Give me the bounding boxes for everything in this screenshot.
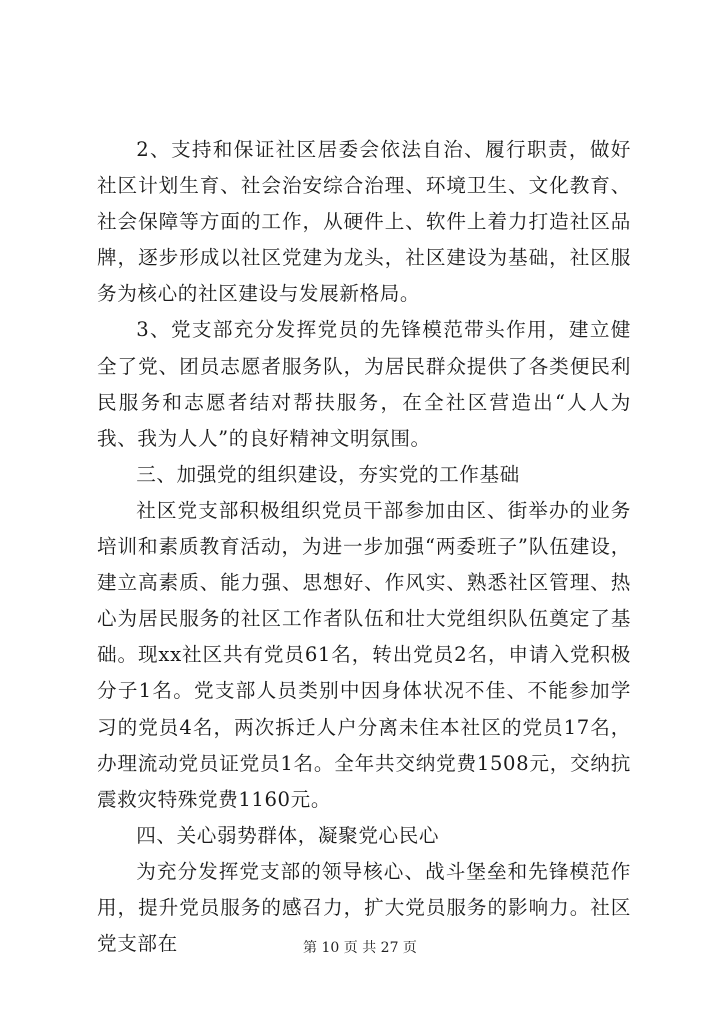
paragraph-party-branch-volunteers: 3、党支部充分发挥党员的先锋模范带头作用，建立健全了党、团员志愿者服务队，为居民群众提供了各类便民利民服务和志愿者结对帮扶服务，在全社区营造出“人人为我、我为人人”的良好精神文明氛围。 bbox=[97, 318, 631, 450]
document-body bbox=[97, 132, 631, 962]
paragraph-support-residents-committee: 2、支持和保证社区居委会依法自治、履行职责，做好社区计划生育、社会治安综合治理、环境卫生、文化教育、社会保障等方面的工作，从硬件上、软件上着力打造社区品牌，逐步形成以社区党建为龙头，社区建设为基础，社区服务为核心的社区建设与发展新格局。 bbox=[97, 138, 631, 306]
section-heading-care-vulnerable-groups: 四、关心弱势群体，凝聚党心民心 bbox=[136, 823, 440, 847]
section-heading-organization-building: 三、加强党的组织建设，夯实党的工作基础 bbox=[136, 462, 520, 486]
page-number-footer: 第 10 页 共 27 页 bbox=[303, 940, 417, 956]
paragraph-party-member-statistics: 社区党支部积极组织党员干部参加由区、街举办的业务培训和素质教育活动，为进一步加强“两委班子”队伍建设，建立高素质、能力强、思想好、作风实、熟悉社区管理、热心为居民服务的社区工作者队伍和壮大党组织队伍奠定了基础。现xx社区共有党员61名，转出党员2名，申请入党积极分子1名。党支部人员类别中因身体状况不佳、不能参加学习的党员4名，两次拆迁人户分离未住本社区的党员17名，办理流动党员证党员1名。全年共交纳党费1508元，交纳抗震救灾特殊党费1160元。 bbox=[97, 498, 631, 811]
paragraph-party-branch-role: 为充分发挥党支部的领导核心、战斗堡垒和先锋模范作用，提升党员服务的感召力，扩大党员服务的影响力。社区党支部在 bbox=[97, 859, 631, 956]
